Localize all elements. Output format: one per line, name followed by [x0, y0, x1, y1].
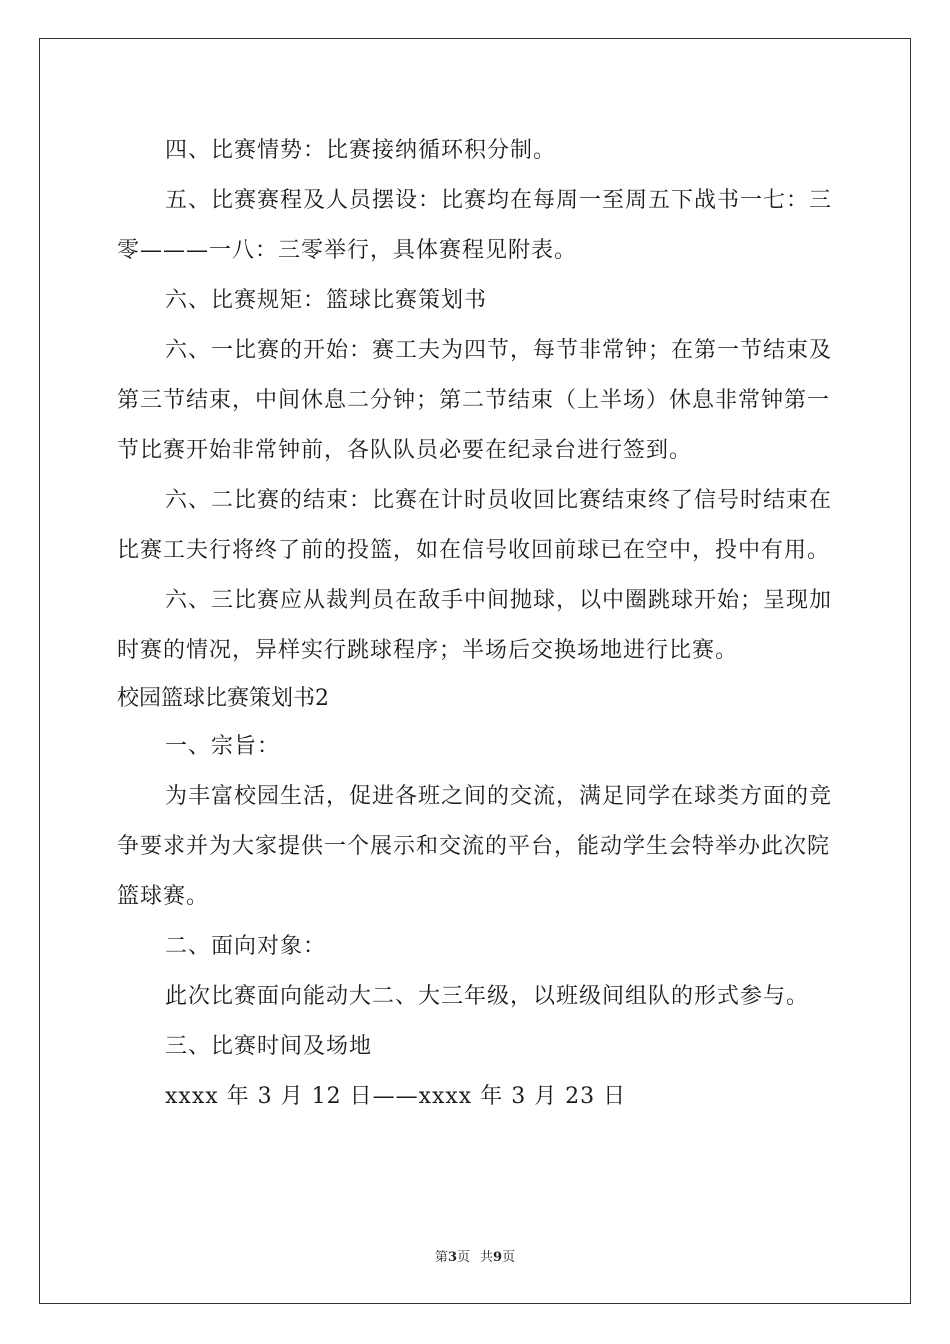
paragraph: 五、比赛赛程及人员摆设：比赛均在每周一至周五下战书一七：三零———一八：三零举行，具体赛程见附表。	[117, 188, 833, 263]
total-pages: 9	[493, 1250, 503, 1265]
paragraph: 四、比赛情势：比赛接纳循环积分制。	[165, 138, 557, 163]
paragraph: 六、三比赛应从裁判员在敌手中间抛球，以中圈跳球开始；呈现加时赛的情况，异样实行跳球程序；半场后交换场地进行比赛。	[117, 588, 833, 663]
paragraph: 此次比赛面向能动大二、大三年级，以班级间组队的形式参与。	[165, 984, 810, 1009]
page-footer	[0, 1246, 950, 1265]
page-number: 3	[447, 1250, 457, 1265]
footer-total-suffix: 页	[502, 1250, 516, 1265]
footer-total-prefix: 共	[480, 1250, 494, 1265]
section-title: 校园篮球比赛策划书2	[117, 686, 329, 711]
paragraph: 六、一比赛的开始：赛工夫为四节，每节非常钟；在第一节结束及第三节结束，中间休息二分钟；第二节结束（上半场）休息非常钟第一节比赛开始非常钟前，各队队员必要在纪录台进行签到。	[117, 338, 833, 463]
document-body	[117, 126, 833, 1122]
paragraph: 三、比赛时间及场地	[165, 1034, 373, 1059]
paragraph: 六、比赛规矩：篮球比赛策划书	[165, 288, 488, 313]
paragraph: xxxx 年 3 月 12 日——xxxx 年 3 月 23 日	[165, 1084, 627, 1109]
footer-prefix: 第	[434, 1250, 448, 1265]
paragraph: 为丰富校园生活，促进各班之间的交流，满足同学在球类方面的竞争要求并为大家提供一个展示和交流的平台，能动学生会特举办此次院篮球赛。	[117, 784, 833, 909]
paragraph: 二、面向对象：	[165, 934, 327, 959]
paragraph: 一、宗旨：	[165, 734, 281, 759]
paragraph: 六、二比赛的结束：比赛在计时员收回比赛结束终了信号时结束在比赛工夫行将终了前的投篮，如在信号收回前球已在空中，投中有用。	[117, 488, 833, 563]
footer-page-suffix: 页	[456, 1250, 470, 1265]
